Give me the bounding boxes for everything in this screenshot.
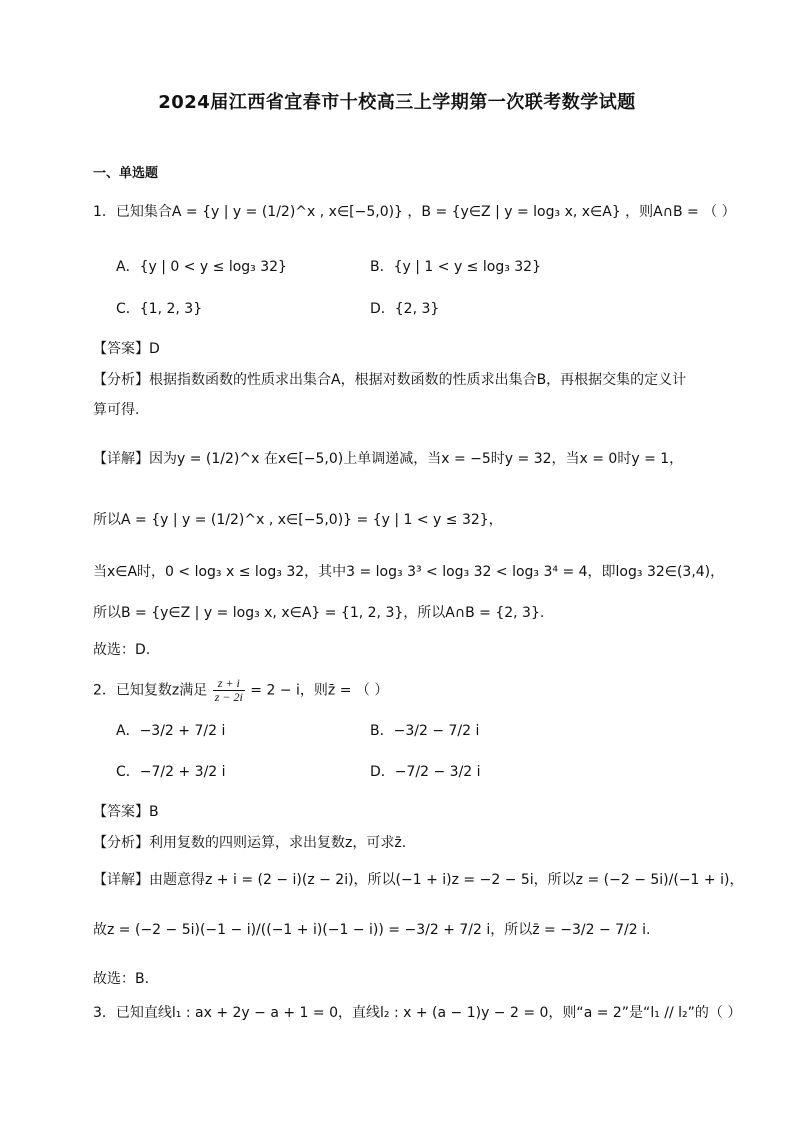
q1-detail-line-1: 【详解】因为y = (1/2)^x 在x∈[−5,0)上单调递减，当x = −5时y = 32，当x = 0时y = 1， — [93, 451, 684, 467]
q2-stem-prefix: 2．已知复数z满足 — [93, 682, 208, 699]
q1-detail-line-2: 所以A = {y | y = (1/2)^x , x∈[−5,0)} = {y | 1 < y ≤ 32}， — [93, 512, 503, 528]
q1-detail-line-3: 当x∈A时，0 < log₃ x ≤ log₃ 32，其中3 = log₃ 3³ < log₃ 32 < log₃ 3⁴ = 4，即log₃ 32∈(3,4)， — [93, 564, 725, 580]
q2-stem-denominator: z − 2i — [214, 690, 243, 704]
q2-detail-line-1: 【详解】由题意得z + i = (2 − i)(z − 2i)，所以(−1 + i)z = −2 − 5i，所以z = (−2 − 5i)/(−1 + i)， — [93, 872, 744, 888]
q2-stem-numerator: z + i — [213, 677, 245, 691]
q2-answer: 【答案】B — [93, 804, 159, 820]
q1-analysis-line-1: 【分析】根据指数函数的性质求出集合A，根据对数函数的性质求出集合B，再根据交集的定义计 — [93, 372, 687, 388]
question-3-stem: 3．已知直线l₁ : ax + 2y − a + 1 = 0，直线l₂ : x + (a − 1)y − 2 = 0，则“a = 2”是“l₁ // l₂”的（ ） — [93, 1005, 742, 1021]
q2-option-b: B．−3/2 − 7/2 i — [370, 723, 480, 739]
question-2-stem — [93, 677, 388, 704]
q2-choice: 故选：B. — [93, 971, 150, 987]
q1-analysis-line-2: 算可得. — [93, 402, 140, 418]
q2-option-c: C．−7/2 + 3/2 i — [116, 764, 226, 780]
q2-stem-fraction — [213, 677, 245, 704]
q1-option-c: C．{1, 2, 3} — [116, 301, 203, 317]
q2-option-a: A．−3/2 + 7/2 i — [116, 723, 226, 739]
q1-option-b: B．{y | 1 < y ≤ log₃ 32} — [370, 259, 541, 275]
q2-analysis: 【分析】利用复数的四则运算，求出复数z，可求z̄. — [93, 835, 407, 851]
q1-detail-line-4: 所以B = {y∈Z | y = log₃ x, x∈A} = {1, 2, 3}，所以A∩B = {2, 3}. — [93, 605, 545, 621]
section-heading: 一、单选题 — [93, 166, 159, 181]
q1-answer: 【答案】D — [93, 341, 160, 357]
q1-option-d: D．{2, 3} — [370, 301, 440, 317]
q2-option-d: D．−7/2 − 3/2 i — [370, 764, 481, 780]
question-1-stem: 1．已知集合A = {y | y = (1/2)^x , x∈[−5,0)} ，B = {y∈Z | y = log₃ x, x∈A} ，则A∩B = （ ） — [93, 204, 736, 220]
q2-stem-suffix: = 2 − i，则z̄ = （ ） — [250, 682, 389, 699]
q1-option-a: A．{y | 0 < y ≤ log₃ 32} — [116, 259, 287, 275]
q1-choice: 故选：D. — [93, 642, 151, 658]
q2-detail-line-2: 故z = (−2 − 5i)(−1 − i)/((−1 + i)(−1 − i)) = −3/2 + 7/2 i，所以z̄ = −3/2 − 7/2 i. — [93, 922, 651, 938]
page-title: 2024届江西省宜春市十校高三上学期第一次联考数学试题 — [158, 92, 636, 113]
